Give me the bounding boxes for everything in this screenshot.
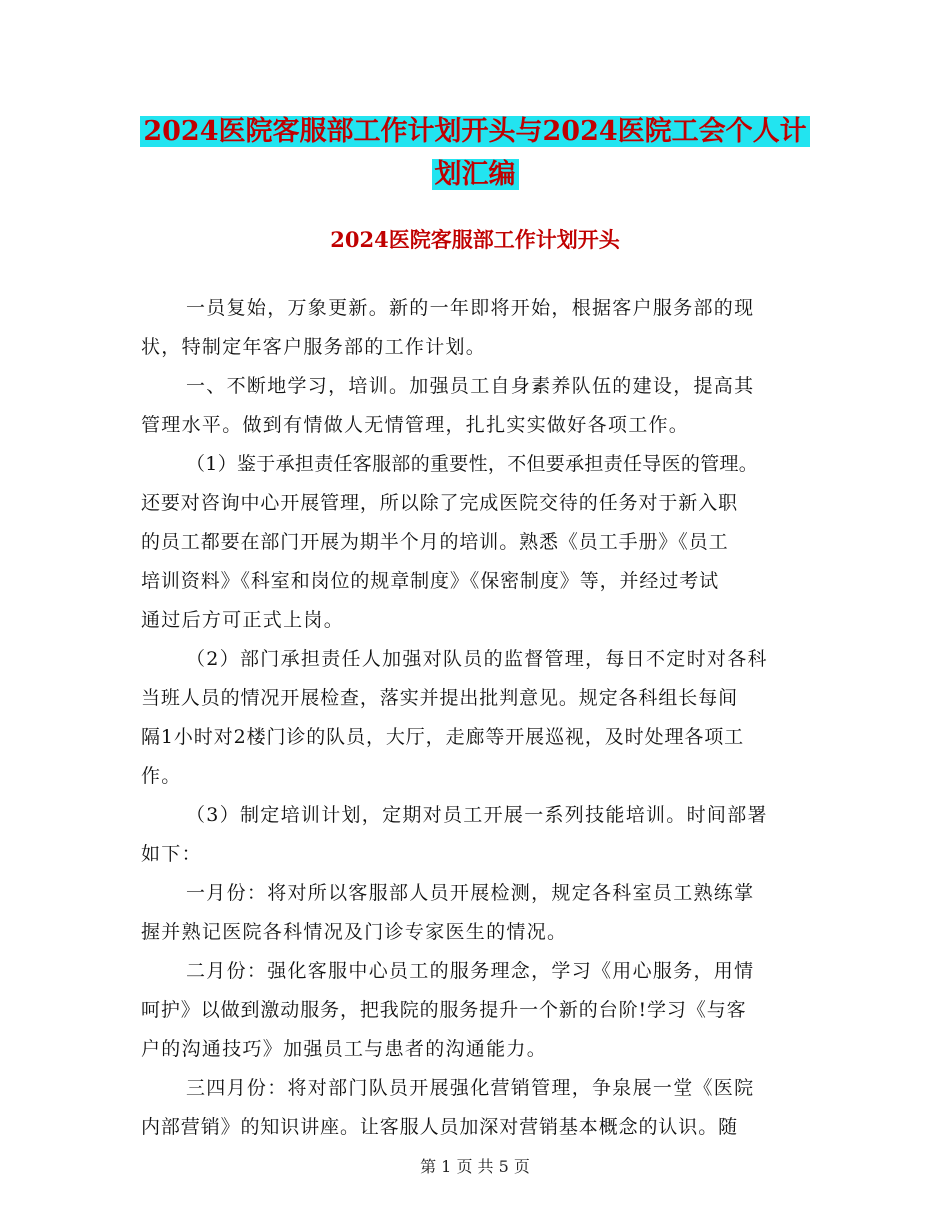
document-title-line2: 划汇编 — [0, 153, 950, 197]
body-line: 一员复始，万象更新。新的一年即将开始，根据客户服务部的现 — [186, 297, 755, 319]
body-line: 的员工都要在部门开展为期半个月的培训。熟悉《员工手册》《员工 — [141, 531, 729, 553]
document-title-line1: 2024医院客服部工作计划开头与2024医院工会个人计 — [0, 110, 950, 154]
section-heading: 2024医院客服部工作计划开头 — [330, 227, 620, 252]
body-line: 如下： — [141, 843, 202, 865]
body-line: 三四月份：将对部门队员开展强化营销管理，争泉展一堂《医院 — [186, 1077, 755, 1099]
body-line: 培训资料》《科室和岗位的规章制度》《保密制度》等，并经过考试 — [141, 570, 720, 592]
body-line: 内部营销》的知识讲座。让客服人员加深对营销基本概念的认识。随 — [141, 1116, 739, 1138]
body-line: （2）部门承担责任人加强对队员的监督管理，每日不定时对各科 — [186, 648, 768, 670]
body-line: 一月份：将对所以客服部人员开展检测，规定各科室员工熟练掌 — [186, 882, 755, 904]
body-line: 状，特制定年客户服务部的工作计划。 — [141, 336, 487, 358]
page-number-footer: 第 1 页 共 5 页 — [420, 1157, 530, 1176]
body-line: 通过后方可正式上岗。 — [141, 609, 345, 631]
body-line: 呵护》以做到激动服务，把我院的服务提升一个新的台阶!学习《与客 — [141, 999, 747, 1021]
body-line: 握并熟记医院各科情况及门诊专家医生的情况。 — [141, 921, 568, 943]
body-line: 隔1小时对2楼门诊的队员，大厅，走廊等开展巡视，及时处理各项工 — [141, 726, 745, 748]
body-line: 当班人员的情况开展检查，落实并提出批判意见。规定各科组长每间 — [141, 687, 739, 709]
body-line: 户的沟通技巧》加强员工与患者的沟通能力。 — [141, 1038, 548, 1060]
body-line: 作。 — [141, 765, 182, 787]
body-line: 二月份：强化客服中心员工的服务理念，学习《用心服务，用情 — [186, 960, 755, 982]
body-line: 还要对咨询中心开展管理，所以除了完成医院交待的任务对于新入职 — [141, 492, 739, 514]
body-line: （1）鉴于承担责任客服部的重要性，不但要承担责任导医的管理。 — [186, 453, 759, 475]
body-line: （3）制定培训计划，定期对员工开展一系列技能培训。时间部署 — [186, 804, 768, 826]
body-line: 一、不断地学习，培训。加强员工自身素养队伍的建设，提高其 — [186, 375, 755, 397]
body-line: 管理水平。做到有情做人无情管理，扎扎实实做好各项工作。 — [141, 414, 690, 436]
